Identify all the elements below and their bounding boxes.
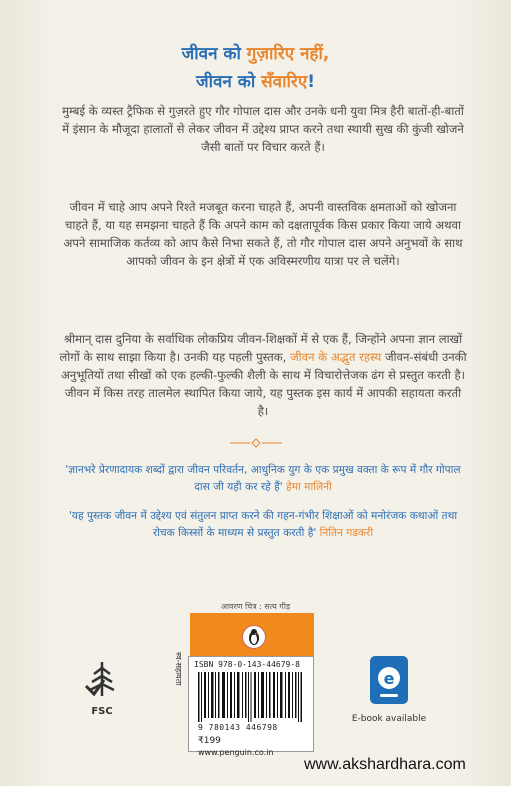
blurb-paragraph-1: मुम्बई के व्यस्त ट्रैफिक से गुज़रते हुए गौर गोपाल दास और उनके धनी युवा मित्र हैरी बातों-ही-बातों में इंसान के मौजूदा हालातों से लेकर जीवन में उद्देश्य प्राप्त करने तथा स्थायी सुख की कुंजी खोजने जैसी बातों पर विचार करते हैं। [62, 104, 464, 154]
tagline-exclaim: ! [307, 72, 316, 92]
tagline-highlight: गुज़ारिए नहीं, [246, 44, 330, 64]
price-label: ₹199 [198, 736, 221, 746]
publisher-website: www.penguin.co.in [198, 748, 274, 757]
tagline-highlight: सँवारिए [261, 72, 308, 92]
quote-attribution: नितिन गडकरी [319, 527, 374, 539]
ebook-badge [346, 654, 432, 724]
blurb-paragraph-2: जीवन में चाहे आप अपने रिश्ते मजबूत करना चाहते हैं, अपनी वास्तविक क्षमताओं को खोजना चाहते हैं, या यह समझना चाहते हैं कि अपने काम को दक्षतापूर्वक किस प्रकार किया जाये अथवा अपने सामाजिक कर्तव्य को आप कैसे निभा सकते हैं, तो गौर गोपाल दास अपने अनुभवों के साथ आपको जीवन के इन क्षेत्रों में एक अविस्मरणीय यात्रा पर ले चलेंगे। [63, 200, 463, 268]
endorsement-quote-2 [58, 508, 468, 542]
blurb-paragraph-3 [58, 330, 468, 420]
cover-credit: आवरण चित्र : सत्य गीड़ [220, 602, 291, 611]
cover-tagline [0, 40, 511, 96]
barcode-icon [198, 672, 302, 722]
fsc-logo [60, 658, 144, 717]
isbn-digits: 9 780143 446798 [198, 723, 278, 732]
category-label: स्व-सहायता [174, 652, 183, 686]
fsc-label: FSC [91, 706, 113, 717]
tagline-part: जीवन को [195, 72, 262, 92]
book-title-highlight: जीवन के अद्भुत रहस्य [290, 350, 382, 364]
endorsement-quote-1 [58, 462, 468, 496]
tagline-part: जीवन को [181, 44, 247, 64]
quote-text: 'ज्ञानभरे प्रेरणादायक शब्दों द्वारा जीवन परिवर्तन, आधुनिक युग के एक प्रमुख वक्ता के रूप में गौर गोपाल दास जी यही कर रहे हैं' [65, 464, 461, 493]
watermark-url: www.akshardhara.com [304, 756, 466, 773]
blurb-text: जीवन-संबंधी उनकी अनुभूतियों तथा सीखों को एक हल्की-फुल्की शैली के साथ में विचारोत्तेजक ढंग से प्रस्तुत करती है। जीवन में किस तरह तालमेल स्थापित किया जाये, यह पुस्तक इस कार्य में आपकी सहायता करती है। [60, 350, 467, 418]
ornament-divider [228, 438, 284, 448]
svg-text:e: e [383, 669, 395, 688]
quote-attribution: हेमा मालिनी [286, 481, 332, 493]
isbn-label: ISBN 978-0-143-44679-8 [194, 660, 300, 669]
quote-text: 'यह पुस्तक जीवन में उद्देश्य एवं संतुलन प्राप्त करने की गहन-गंभीर शिक्षाओं को मनोरंजक कथाओं तथा रोचक किस्सों के माध्यम से प्रस्तुत करती है' [68, 510, 458, 539]
ebook-icon [364, 654, 414, 708]
penguin-logo-icon [242, 625, 266, 649]
tagline-line-2 [0, 68, 511, 96]
tagline-line-1 [0, 40, 511, 68]
ebook-label: E-book available [351, 714, 427, 724]
tree-check-icon [80, 658, 124, 702]
blurb-text: श्रीमान् दास दुनिया के सर्वाधिक लोकप्रिय जीवन-शिक्षकों में से एक हैं, जिन्होंने अपना ज्ञान लाखों लोगों के साथ साझा किया है। उनकी यह पहली पुस्तक, [59, 332, 463, 364]
